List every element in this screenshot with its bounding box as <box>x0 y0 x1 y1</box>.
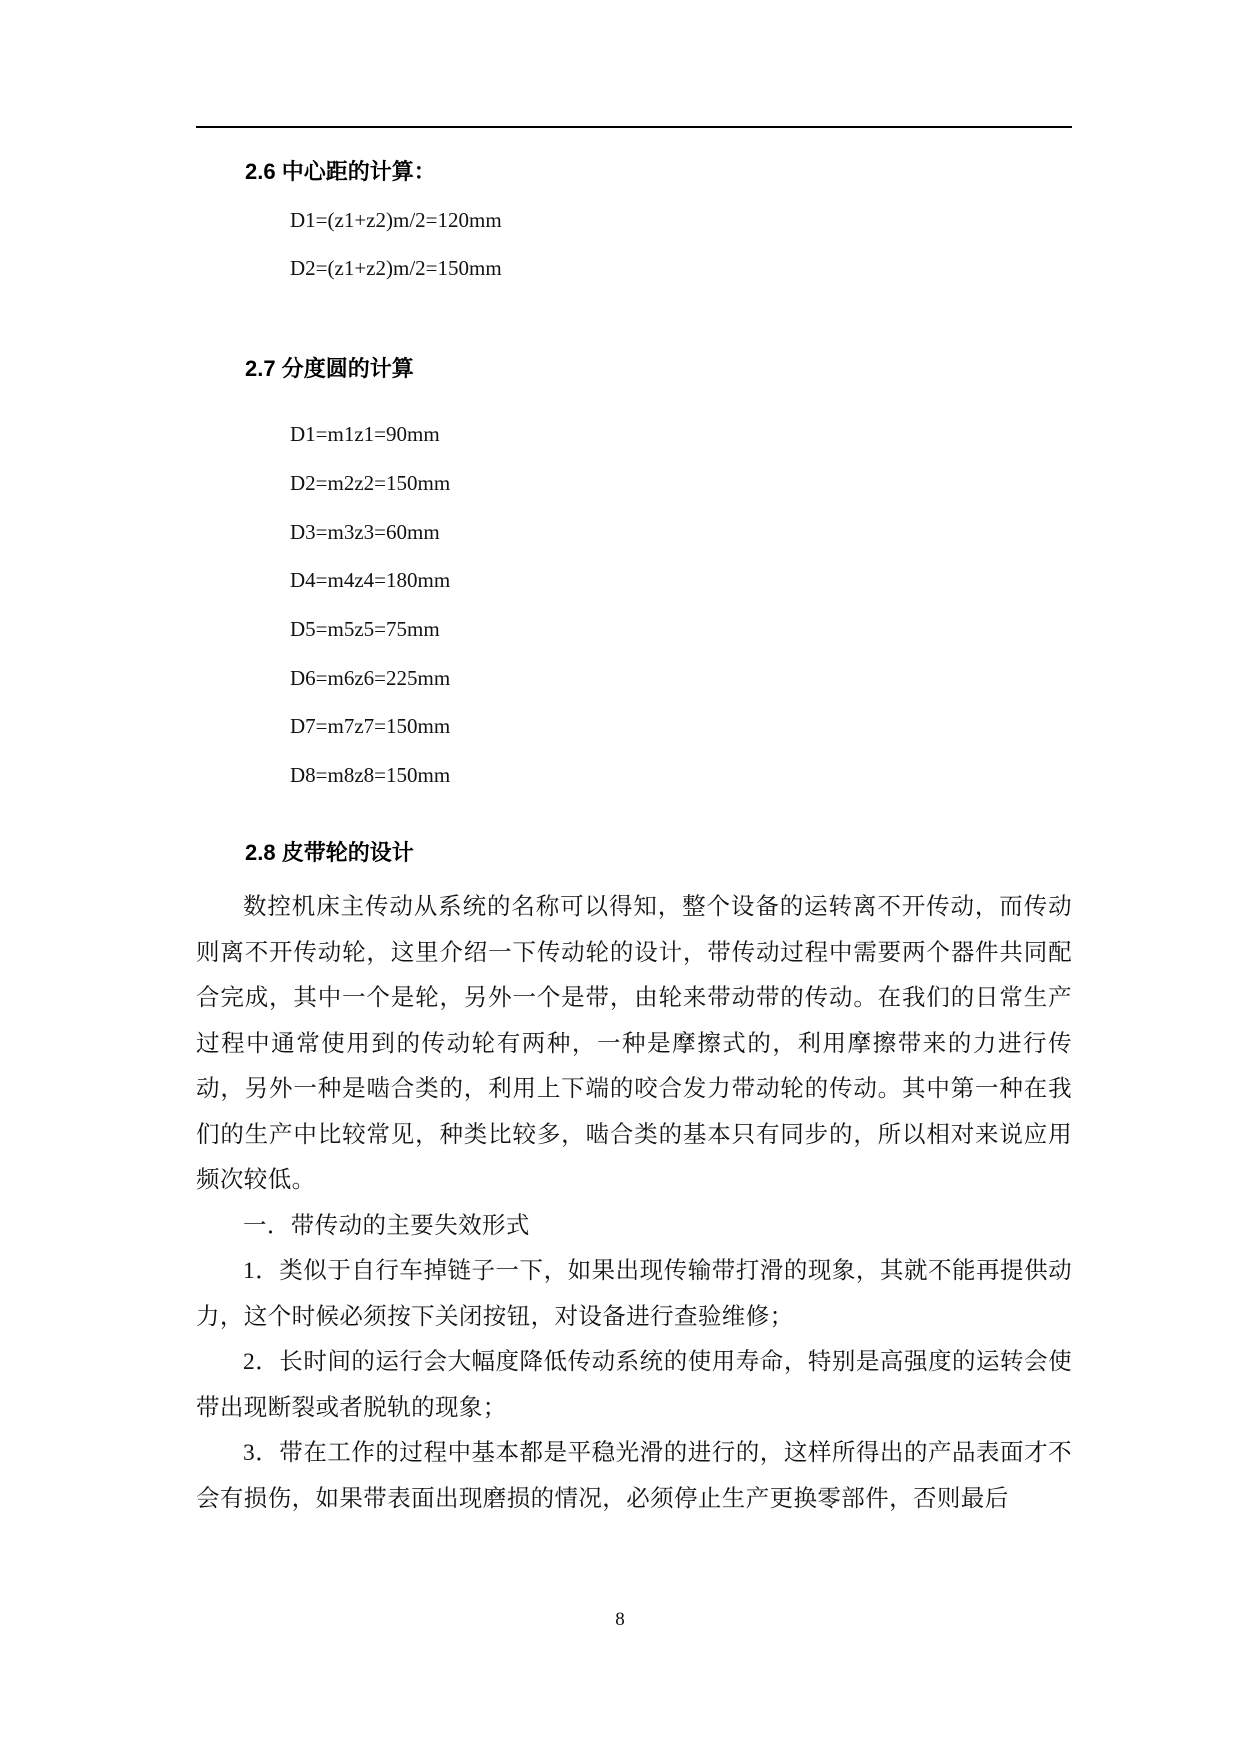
header-rule <box>196 126 1072 128</box>
formula-line: D1=(z1+z2)m/2=120mm <box>290 208 502 232</box>
formula-line: D2=m2z2=150mm <box>290 471 451 495</box>
formula-line: D7=m7z7=150mm <box>290 714 451 738</box>
body-paragraph: 数控机床主传动从系统的名称可以得知，整个设备的运转离不开传动，而传动则离不开传动轮，这里介绍一下传动轮的设计，带传动过程中需要两个器件共同配合完成，其中一个是轮，另外一个是带，由轮来带动带的传动。在我们的日常生产过程中通常使用到的传动轮有两种，一种是摩擦式的，利用摩擦带来的力进行传动，另外一种是啮合类的，利用上下端的咬合发力带动轮的传动。其中第一种在我们的生产中比较常见，种类比较多，啮合类的基本只有同步的，所以相对来说应用频次较低。 <box>196 894 1072 1193</box>
formula-line: D4=m4z4=180mm <box>290 568 451 592</box>
section-heading-2-8: 2.8 皮带轮的设计 <box>245 840 414 865</box>
formula-line: D2=(z1+z2)m/2=150mm <box>290 256 502 280</box>
formula-line: D5=m5z5=75mm <box>290 617 440 641</box>
list-item: 1．类似于自行车掉链子一下，如果出现传输带打滑的现象，其就不能再提供动力，这个时候必须按下关闭按钮，对设备进行查验维修； <box>196 1258 1072 1330</box>
section-heading-2-7: 2.7 分度圆的计算 <box>245 356 414 381</box>
formula-line: D6=m6z6=225mm <box>290 666 451 690</box>
formula-line: D3=m3z3=60mm <box>290 520 440 544</box>
section-heading-2-6: 2.6 中心距的计算： <box>245 159 436 184</box>
subsection-title: 一．带传动的主要失效形式 <box>243 1212 530 1239</box>
formula-line: D1=m1z1=90mm <box>290 422 440 446</box>
page-number: 8 <box>615 1609 625 1630</box>
formula-line: D8=m8z8=150mm <box>290 763 451 787</box>
list-item: 2．长时间的运行会大幅度降低传动系统的使用寿命，特别是高强度的运转会使带出现断裂或者脱轨的现象； <box>196 1349 1072 1421</box>
section-body <box>196 885 1072 1522</box>
list-item: 3．带在工作的过程中基本都是平稳光滑的进行的，这样所得出的产品表面才不会有损伤，如果带表面出现磨损的情况，必须停止生产更换零部件，否则最后 <box>196 1440 1072 1512</box>
